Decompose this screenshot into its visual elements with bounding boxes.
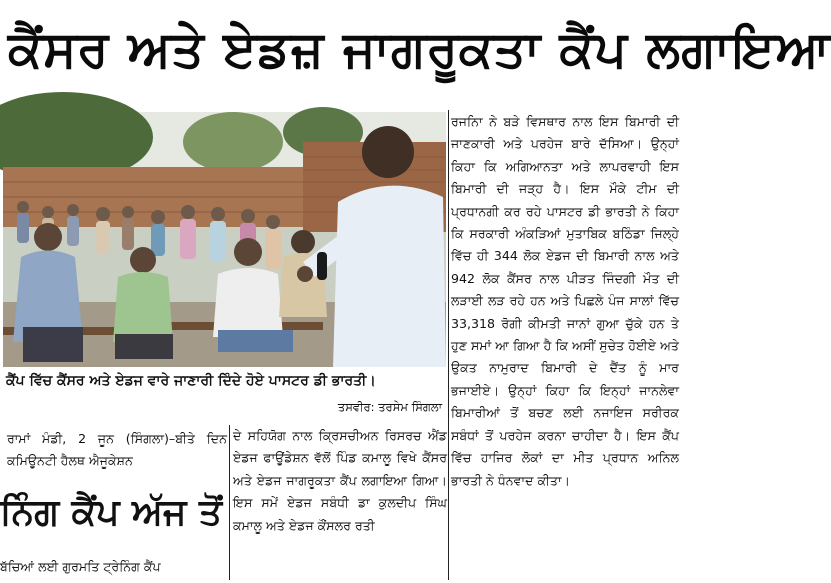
photo-credit: ਤਸਵੀਰ: ਤਰਸੇਮ ਸਿੰਗਲਾ xyxy=(337,400,442,414)
article-photo xyxy=(3,112,446,367)
column-divider xyxy=(229,425,230,580)
article-body-right: ਰਜਨਿਾ ਨੇ ਬੜੇ ਵਿਸਥਾਰ ਨਾਲ ਇਸ ਬਿਮਾਰੀ ਦੀ ਜਾਣਕਾਰੀ ਅਤੇ ਪਰਹੇਜ ਬਾਰੇ ਦੱਸਿਆ। ਉਨ੍ਹਾਂ ਕਿਹਾ ਕਿ ਅਗਿਆਨਤਾ ਅਤੇ ਲਾਪਰਵਾਹੀ ਇਸ ਬਿਮਾਰੀ ਦੀ ਜੜ੍ਹ ਹੈ। ਇਸ ਮੌਕੇ ਟੀਮ ਦੀ ਪ੍ਰਧਾਨਗੀ ਕਰ ਰਹੇ ਪਾਸਟਰ ਡੀ ਭਾਰਤੀ ਨੇ ਕਿਹਾ ਕਿ ਸਰਕਾਰੀ ਅੰਕੜਿਆਂ ਮੁਤਾਬਿਕ ਬਠਿੰਡਾ ਜਿਲ੍ਹੇ ਵਿੱਚ ਹੀ 344 ਲੋਕ ਏਡਜ ਦੀ ਬਿਮਾਰੀ ਨਾਲ ਅਤੇ 942 ਲੋਕ ਕੈਂਸਰ ਨਾਲ ਪੀੜਤ ਜਿੰਦਗੀ ਮੌਤ ਦੀ ਲੜਾਈ ਲੜ ਰਹੇ ਹਨ ਅਤੇ ਪਿਛਲੇ ਪੰਜ ਸਾਲਾਂ ਵਿੱਚ 33,318 ਰੋਗੀ ਕੀਮਤੀ ਜਾਨਾਂ ਗੁਆ ਚੁੱਕੇ ਹਨ ਤੇ ਹੁਣ ਸਮਾਂ ਆ ਗਿਆ ਹੈ ਕਿ ਅਸੀਂ ਸੁਚੇਤ ਹੋਈਏ ਅਤੇ ਉਕਤ ਨਾਮੁਰਾਦ ਬਿਮਾਰੀ ਦੇ ਦੈਂਤ ਨੂੰ ਮਾਰ ਭਜਾਈਏ। ਉਨ੍ਹਾਂ ਕਿਹਾ ਕਿ ਇਨ੍ਹਾਂ ਜਾਨਲੇਵਾ ਬਿਮਾਰੀਆਂ ਤੋਂ ਬਚਣ ਲਈ ਨਜਾਇਜ ਸਰੀਰਕ ਸਬੰਧਾਂ ਤੋਂ ਪਰਹੇਜ ਕਰਨਾ ਚਾਹੀਦਾ ਹੈ। ਇਸ ਕੈਂਪ ਵਿੱਚ ਹਾਜਿਰ ਲੋਕਾਂ ਦਾ ਮੀਤ ਪ੍ਰਧਾਨ ਅਨਿਲ ਭਾਰਤੀ ਨੇ ਧੰਨਵਾਦ ਕੀਤਾ। xyxy=(451,114,679,488)
photo-illustration xyxy=(3,112,446,367)
article-body-middle: ਦੇ ਸਹਿਯੋਗ ਨਾਲ ਕ੍ਰਿਸਚੀਅਨ ਰਿਸਰਚ ਐਂਡ ਏਡਜ ਫਾਊਂਡੇਸ਼ਨ ਵੱਲੋਂ ਪਿੰਡ ਕਮਾਲੂ ਵਿਖੇ ਕੈਂਸਰ ਅਤੇ ਏਡਜ ਜਾਗਰੂਕਤਾ ਕੈਂਪ ਲਗਾਇਆ ਗਿਆ। ਇਸ ਸਮੇਂ ਏਡਜ ਸਬੰਧੀ ਡਾ ਕੁਲਦੀਪ ਸਿੰਘ ਕਮਾਲੂ ਅਤੇ ਏਡਜ ਕੌਂਸਲਰ ਰਤੀ xyxy=(233,428,447,533)
article-column-middle xyxy=(233,425,447,537)
article-dateline: ਰਾਮਾਂ ਮੰਡੀ, 2 ਜੂਨ (ਸਿੰਗਲਾ)–ਬੀਤੇ ਦਿਨ ਕਮਿਊਨਟੀ ਹੈਲਥ ਐਜੂਕੇਸ਼ਨ xyxy=(7,431,227,469)
article-headline: ਕੈਂਸਰ ਅਤੇ ਏਡਜ਼ ਜਾਗਰੂਕਤਾ ਕੈਂਪ ਲਗਾਇਆ xyxy=(8,20,831,78)
article-column-right xyxy=(451,111,679,492)
adjacent-story-snippet: ਬੱਚਿਆਂ ਲਈ ਗੁਰਮਤਿ ਟ੍ਰੇਨਿੰਗ ਕੈਂਪ xyxy=(0,559,161,574)
adjacent-story-headline: ਨਿੰਗ ਕੈਂਪ ਅੱਜ ਤੋਂ xyxy=(0,492,223,533)
article-column-left xyxy=(7,428,227,473)
photo-caption: ਕੈਂਪ ਵਿੱਚ ਕੈਂਸਰ ਅਤੇ ਏਡਜ ਵਾਰੇ ਜਾਣਾਰੀ ਦਿੰਦੇ ਹੋਏ ਪਾਸਟਰ ਡੀ ਭਾਰਤੀ। xyxy=(6,373,376,389)
column-divider xyxy=(448,110,449,580)
